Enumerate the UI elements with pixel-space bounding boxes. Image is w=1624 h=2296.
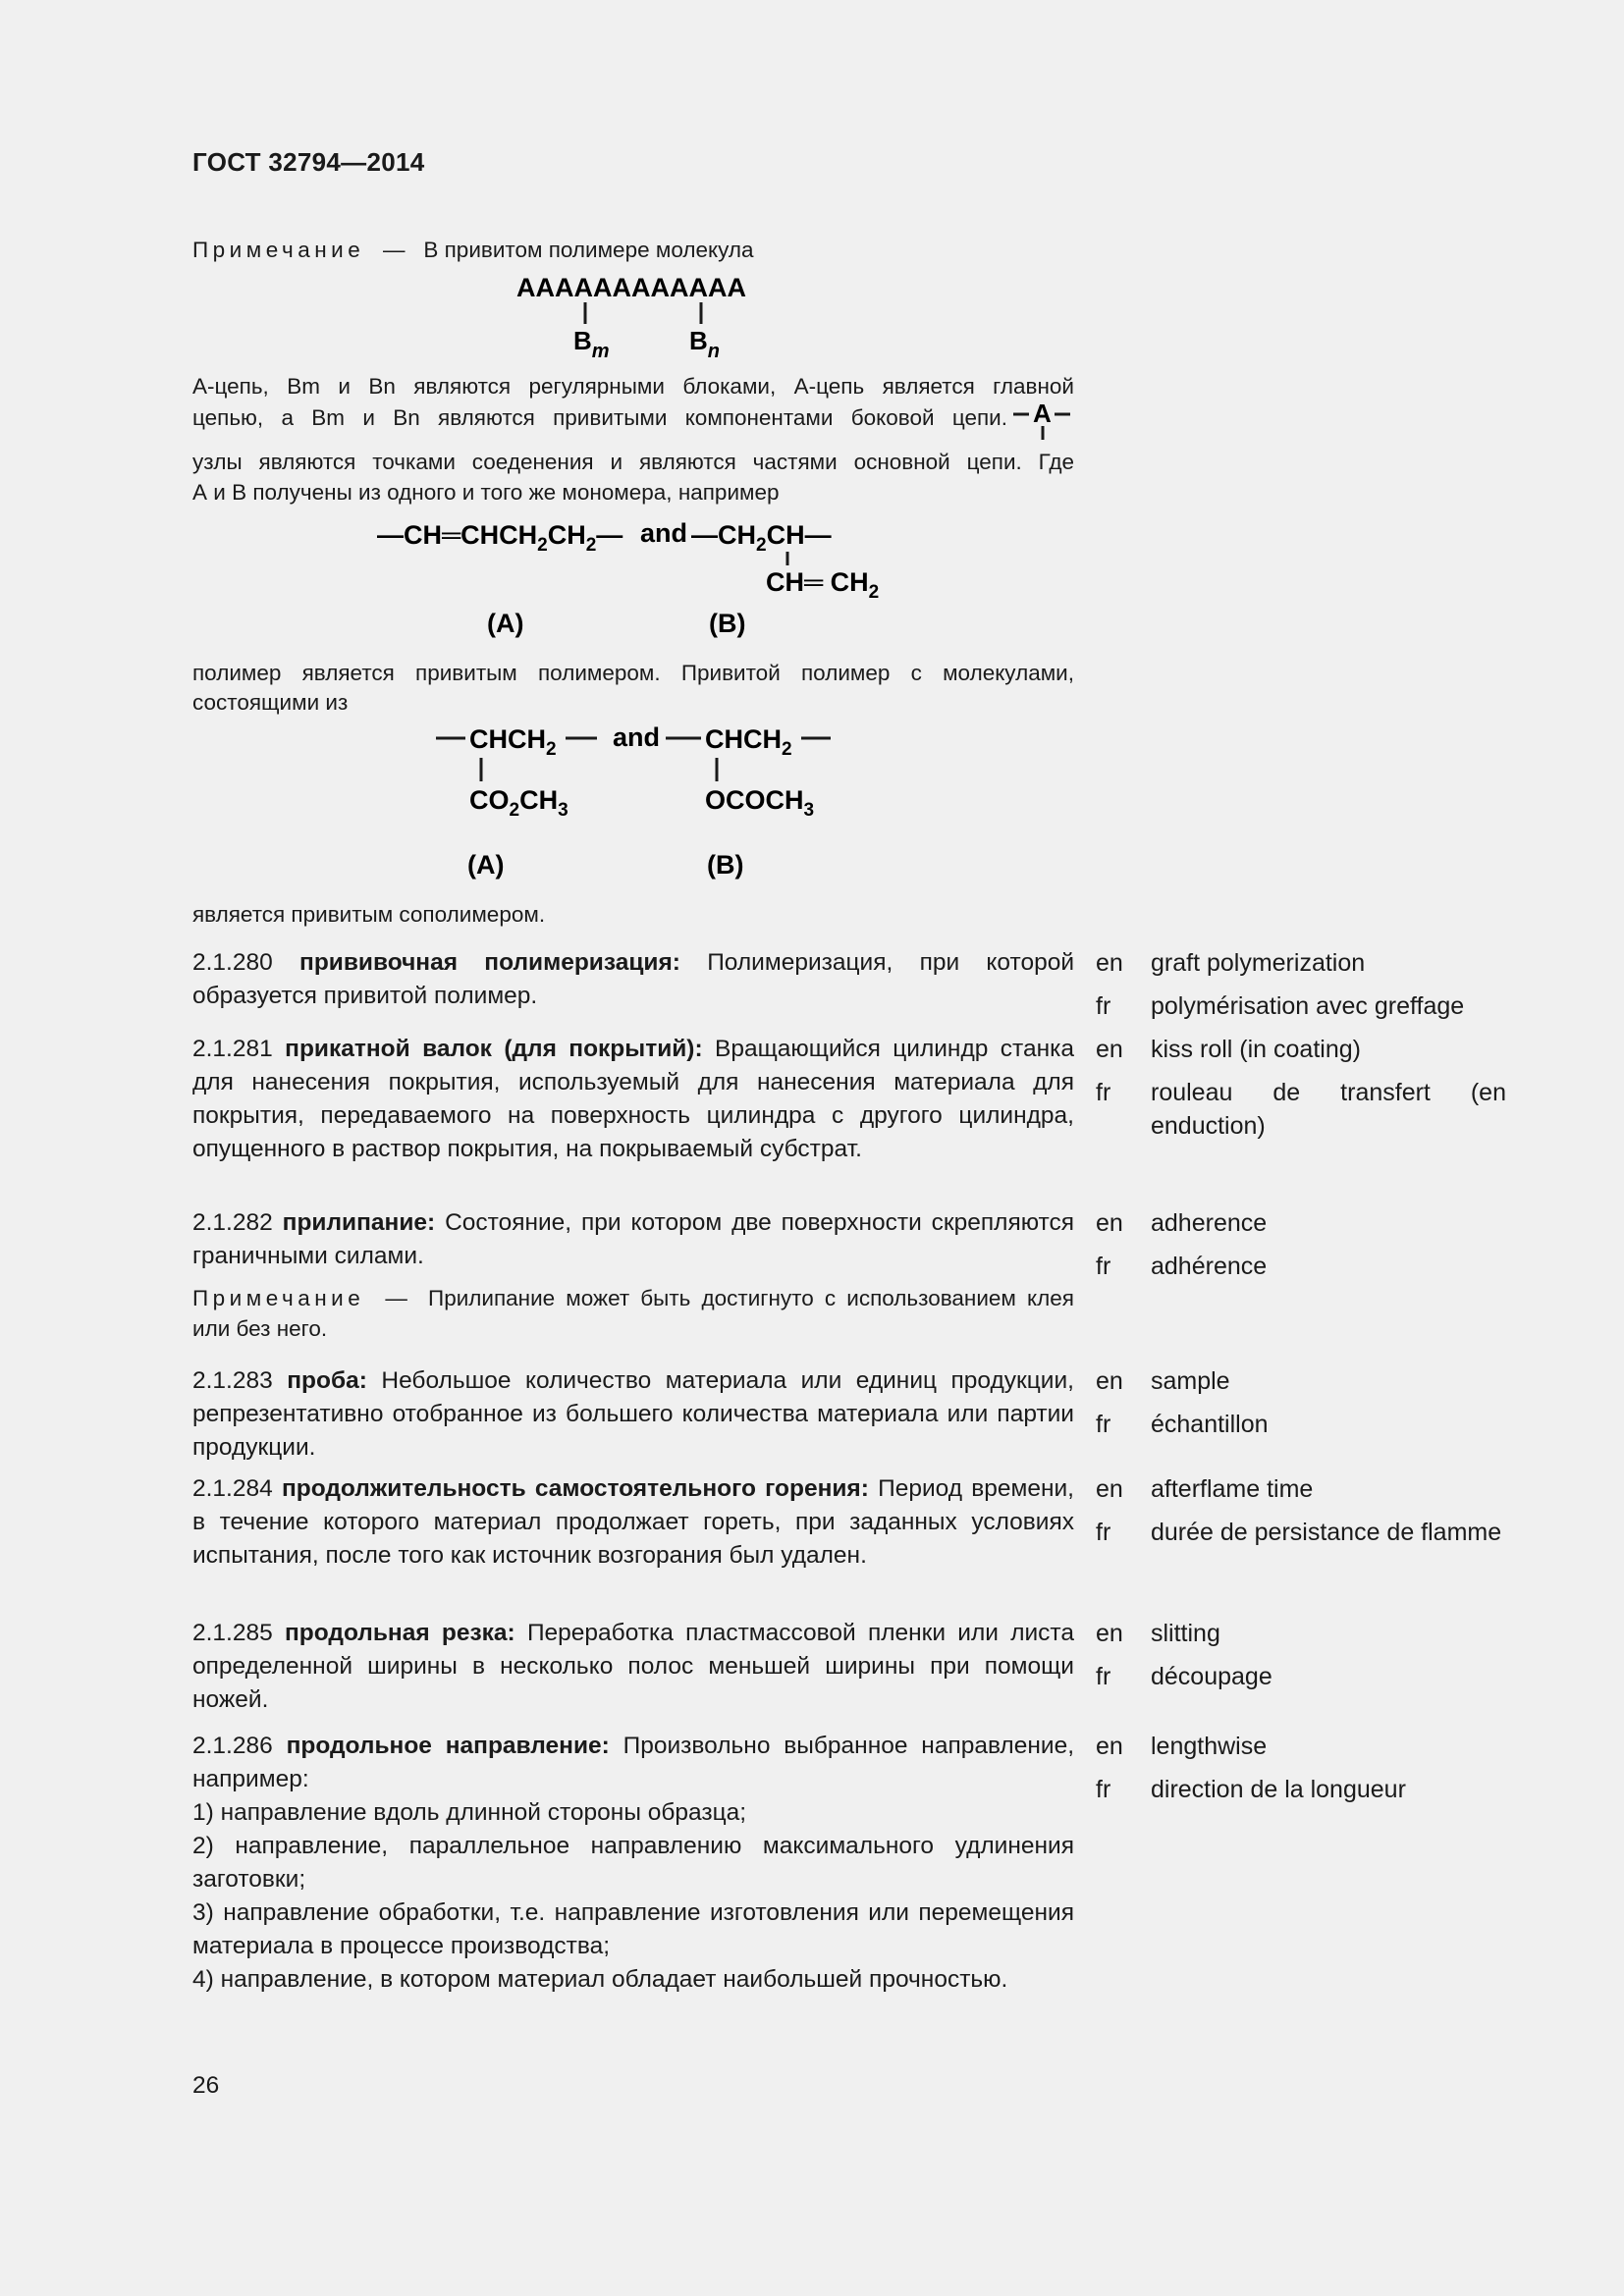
node-a-symbol <box>1011 395 1080 444</box>
list-item: 1) направление вдоль длинной стороны образца; <box>192 1799 747 1826</box>
svg-text:CHCH2: $CHCH_2$ <box>705 724 792 760</box>
bm-base: B <box>573 326 592 355</box>
fig1-label-b: (B) <box>709 609 746 638</box>
note-dash: — <box>383 238 406 262</box>
svg-text:—CH═CHCH2CH2—: $—CH═CHCH_2CH_2—$ <box>377 520 623 556</box>
term-2-1-284-translations: en afterflame time fr durée de persistance de flamme <box>1096 1475 1502 1546</box>
svg-text:CO2CH3: $CO_2CH_3$ <box>469 785 568 821</box>
bm-sub: m <box>591 341 610 362</box>
list-item: 4) направление, в котором материал обладает наибольшей прочностью. <box>192 1966 1008 1993</box>
svg-text:OCOCH3: $OCOCH_3$ <box>705 785 815 821</box>
monomer-figure-1 <box>373 512 903 640</box>
document-header: ГОСТ 32794—2014 <box>192 147 425 177</box>
svg-text:Bm <box>573 326 610 362</box>
term-2-1-284: 2.1.284 продолжительность самостоятельного горения: Период времени, в течение которого материал продолжает гореть, при заданных условиях испытания, после того как источник возгорания был удален. <box>192 1475 1074 1569</box>
term-2-1-280-translations: en graft polymerization fr polymérisation avec greffage <box>1096 949 1465 1020</box>
svg-text:Bn <box>689 326 720 362</box>
note-line-4: А и В получены из одного и того же мономера, например <box>192 480 780 505</box>
note-line-7: является привитым сополимером. <box>192 902 546 927</box>
term-2-1-283-translations: en sample fr échantillon <box>1096 1367 1269 1438</box>
note-line-5: полимер является привитым полимером. Привитой полимер с молекулами, <box>192 661 1074 685</box>
term-2-1-285-translations: en slitting fr découpage <box>1096 1620 1272 1690</box>
formula-chain: AAAAAAAAAAAA <box>516 273 746 302</box>
bn-sub: n <box>707 341 720 362</box>
bn-base: B <box>689 326 708 355</box>
list-item: 3) направление обработки, т.е. направление изготовления или перемещения материала в процессе производства; <box>192 1899 1074 1959</box>
note-line-2: цепью, а Bm и Bn являются привитыми компонентами боковой цепи. <box>192 405 1007 430</box>
fig1-label-a: (A) <box>487 609 524 638</box>
note-label: Примечание <box>192 238 365 262</box>
page-number: 26 <box>192 2072 220 2099</box>
svg-text:CHCH2: $CHCH_2$ <box>469 724 557 760</box>
svg-text:—CH2CH—: $—CH_2CH—$ <box>691 520 832 556</box>
monomer-figure-2 <box>432 715 844 881</box>
note-line-6: состоящими из <box>192 690 349 715</box>
svg-text:CH═ CH2: CH═ $CH_2$ <box>766 567 880 603</box>
graft-molecule-formula <box>511 267 766 365</box>
note-line-3: узлы являются точками соеденения и являются частями основной цепи. Где <box>192 450 1074 474</box>
note-intro-text: В привитом полимере молекула <box>423 238 754 262</box>
term-2-1-282: 2.1.282 прилипание: Состояние, при котором две поверхности скрепляются граничными силами. Примечание — Прилипание может быть достигнуто с использованием клея или без него. <box>192 1209 1075 1341</box>
node-a-label: A <box>1033 399 1052 428</box>
note-line-1: А-цепь, Bm и Bn являются регулярными блоками, А-цепь является главной <box>192 374 1074 399</box>
note-intro <box>192 234 1074 267</box>
term-2-1-286-translations: en lengthwise fr direction de la longueur <box>1096 1733 1406 1803</box>
term-2-1-282-translations: en adherence fr adhérence <box>1096 1209 1268 1280</box>
fig2-and: and <box>613 722 661 752</box>
term-2-1-281: 2.1.281 прикатной валок (для покрытий): Вращающийся цилиндр станка для нанесения покрытия, используемый для нанесения материала для покрытия, передаваемого на поверхность цилиндра с другого цилиндра, опущенного в раствор покрытия, на покрываемый субстрат. <box>192 1036 1075 1162</box>
term-2-1-280: 2.1.280 прививочная полимеризация: Полимеризация, при которой образуется привитой полимер. <box>192 949 1075 1009</box>
fig2-label-a: (A) <box>467 850 505 880</box>
term-2-1-285: 2.1.285 продольная резка: Переработка пластмассовой пленки или листа определенной ширины в несколько полос меньшей ширины при помощи ножей. <box>192 1620 1074 1713</box>
list-item: 2) направление, параллельное направлению максимального удлинения заготовки; <box>192 1833 1074 1893</box>
note-line-2-row <box>192 402 1007 433</box>
term-2-1-283: 2.1.283 проба: Небольшое количество материала или единиц продукции, репрезентативно отобранное из большего количества материала или партии продукции. <box>192 1367 1074 1461</box>
fig1-and: and <box>640 518 688 548</box>
term-2-1-286: 2.1.286 продольное направление: Произвольно выбранное направление, например: 1) направление вдоль длинной стороны образца; 2) направление, параллельное направлению максимального удлинения заготовки; 3) направление обработки, т.е. направление изготовления или перемещения материала в процессе производства; 4) направление, в котором материал обладает наибольшей прочностью. <box>192 1730 1074 1997</box>
fig2-label-b: (B) <box>707 850 744 880</box>
term-2-1-281-translations: en kiss roll (in coating) fr rouleau de transfert (en enduction) <box>1096 1036 1506 1140</box>
